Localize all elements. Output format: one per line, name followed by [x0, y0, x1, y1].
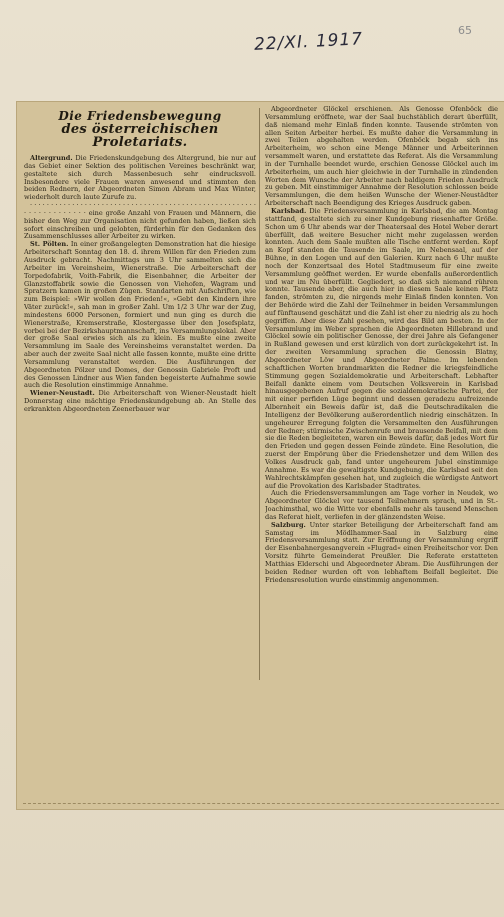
paragraph-text: Unter starker Beteiligung der Arbeiterschaft fand am Samstag im Mödlhammer-Saal in Salzburg eine Friedensversammlung statt. Zur Eröffnung der Versammlung ergriff der Eisenbahnergesangverein »Flugrad« einen Freiheitschor vor. Den Vorsitz führte Gemeinderat Preußler. Die Referate erstatteten Matthias Elderschi und Abgeordneter Abram. Die Ausführungen der beiden Redner wurden oft von lebhaftem Beifall begleitet. Die Friedensresolution wurde einstimmig angenommen.: [265, 520, 498, 584]
place-keyword: Altergrund.: [30, 154, 73, 162]
place-keyword: Karlsbad.: [271, 206, 307, 215]
article-paragraph: [24, 155, 256, 202]
paragraph-text: Abgeordneter Glöckel erschienen. Als Genosse Ofenböck die Versammlung eröffnete, war der Saal buchstäblich derart überfüllt, daß niemand mehr Einlaß finden konnte. Tausende strömten von allen Seiten Arbeiter herbei. Es mußte daher die Versammlung in zwei Teilen abgehalten werden. Ofenböck begab sich ins Arbeiterheim, wo schon eine Menge Männer und Arbeiterinnen versammelt waren, und erstattete das Referat. Als die Versammlung in der Turnhalle beendet wurde, erschien Genosse Glöckel auch im Arbeiterheim, um auch hier gleichwie in der Turnhalle in zündenden Worten dem Wunsche der Arbeiter nach baldigem Frieden Ausdruck zu geben. Mit einstimmiger Annahme der Resolution schlossen beide Versammlungen, die dem heißen Wunsche der Wiener-Neustädter Arbeiterschaft nach Beendigung des Krieges Ausdruck gaben.: [265, 106, 498, 208]
right-column-paragraphs: [265, 106, 498, 584]
article-paragraph: [265, 208, 498, 490]
column-divider: [259, 108, 260, 680]
paragraph-text: Auch die Friedensversammlungen am Tage vorher in Neudek, wo Abgeordneter Glöckel vor tausend Teilnehmern sprach, und in St.-Joachimsthal, wo die Witte vor ebenfalls mehr als tausend Menschen das Referat hielt, verliefen in der glänzendsten Weise.: [265, 489, 498, 521]
paragraph-text: Die Arbeiterschaft von Wiener-Neustadt hielt Donnerstag eine mächtige Friedenskundgebung ab. An Stelle des erkrankten Abgeordneten Zeenerbauer war: [24, 389, 256, 413]
page-number: 65: [458, 24, 472, 37]
paragraph-text: · · · · · · · · · · · · · · · · · · · · · · · · · · · · · · · · · · · · · · · · · · · · · · · · · · · · · · · · · · · · · · · · · · · eine große Anzahl von Frauen und Männern, die bisher den Weg zur Organisation nicht gefunden haben, ließen sich sofort einschreiben und gelobten, fürderhin für den Gedanken des Zusammenschlusses aller Arbeiter zu wirken.: [24, 201, 256, 241]
left-column: [24, 106, 256, 806]
paragraph-text: Die Friedensversammlung in Karlsbad, die am Montag stattfand, gestaltete sich zu einer Kundgebung riesenhafter Größe. Schon um 6 Uhr abends war der Theatersaal des Hotel Weber derart überfüllt, daß weitere Besucher nicht mehr zugelassen werden konnten. Auch dem Saale mußten alle Tische entfernt werden. Kopf an Kopf standen die Tausende im Saale, im Nebensaal, auf der Bühne, in den Logen und auf den Galerien. Kurz nach 6 Uhr mußte noch der Konzertsaal des Hotel Stadtmuseum für eine zweite Versammlung geöffnet werden. Er wurde ebenfalls außerordentlich und war im Nu überfüllt. Gegliedert, so daß sich niemand rühren konnte. Tausende aber, die auch hier in diesem Saale keinen Platz fanden, strömten zu, die nirgends mehr Einlaß finden konnten. Von der Behörde wird die Zahl der Teilnehmer in beiden Versammlungen auf fünftausend geschätzt und die Zahl ist eher zu niedrig als zu hoch gegriffen. Aber diese Zahl gesehen, wird das Bild am besten. In der Versammlung im Weber sprachen die Abgeordneten Hillebrand und Glöckel sowie ein politischer Genosse, der drei Jahre als Gefangener in Rußland gewesen und erst kürzlich von dort zurückgekehrt ist. In der zweiten Versammlung sprachen die Genossin Blatny, Abgeordneter Löw und Abgeordneter Palme. Im lebenden schaftlichen Worten brandmarkten die Redner die kriegsfeindliche Stimmung gegen Sozialdemokratie und Arbeiterschaft. Lebhafter Beifall dankte einem vom Deutschen Volksverein in Karlsbad hinausgegebenen Aufruf gegen die sozialdemokratische Partei, der mit einer perfiden Lüge beginnt und dessen geradezu aufreizende Albernheit ein Beweis dafür ist, daß die Deutschradikalen die Intelligenz der Bevölkerung außerordentlich niedrig einschätzen. In ungeheurer Erregung folgten die Versammelten den Ausführungen der Redner; stürmische Zwischenrufe und brausende Beifall, mit dem sie die Reden begleiteten, waren ein Beweis dafür, daß jedes Wort für den Frieden und gegen dessen Feinde zündete. Eine Resolution, die zuerst der Empörung über die Friedenshetzer und dem Willen des Volkes Ausdruck gab, fand unter ungeheurem Jubel einstimmige Annahme. Es war die gewaltigste Kundgebung, die Karlsbad seit den Wahlrechtskämpfen gesehen hat, und zugleich die würdigste Antwort auf die Provokation des Karlsbader Stadtrates.: [265, 206, 498, 490]
paragraph-text: Die Friedenskundgebung des Altergrund, bie nur auf das Gebiet einer Sektion des politischen Vereines beschränkt war, gestaltete sich durch Massenbesuch sehr eindrucksvoll. Insbesondere viele Frauen waren anwesend und stimmten den beiden Rednern, der Abgeordneten Simon Abram und Max Winter, wiederholt durch laute Zurufe zu.: [24, 154, 256, 202]
article-paragraph: [24, 202, 256, 241]
newspaper-clipping: [17, 102, 504, 809]
article-paragraph: [24, 390, 256, 414]
torn-edge: [23, 803, 499, 808]
headline-line-2: des österreichischen Proletariats.: [61, 122, 219, 150]
place-keyword: Salzburg.: [271, 520, 306, 529]
article-paragraph: [24, 241, 256, 390]
right-column: [265, 106, 498, 684]
article-paragraph: [265, 522, 498, 585]
article-paragraph: [265, 106, 498, 208]
paragraph-text: In einer großangelegten Demonstration hat die hiesige Arbeiterschaft Sonntag den 18. d. ihrem Willen für den Frieden zum Ausdruck gebracht. Nachmittags um 3 Uhr sammelten sich die Arbeiter im Vereinsheim, Wienerstraße. Die Arbeiterschaft der Torpedofabrik, Voith-Fabrik, die Eisenbahner, die Arbeiter der Glanzstoffabrik sowie die Genossen von Viehofen, Wagram und Spratzern kamen in großen Zügen. Standarten mit Aufschriften, wie zum Beispiel: »Wir wollen den Frieden!«, »Gebt den Kindern ihre Väter zurück!«, sah man in großer Zahl. Um 1/2 3 Uhr war der Zug, mindestens 6000 Personen, formiert und nun ging es durch die Wienerstraße, Kremserstraße, Klostergasse über den Josefsplatz, vorbei bei der Bezirkshauptmannschaft, ins Versammlungslokal. Aber der große Saal erwies sich als zu klein. Es mußte eine zweite Versammlung im Saale des Vereinsheims veranstaltet werden. Da aber auch der zweite Saal nicht alle fassen konnte, mußte eine dritte Versammlung veranstaltet werden. Die Ausführungen der Abgeordneten Pölzer und Domes, der Genossin Gabriele Proft und des Genossen Lindner aus Wien fanden begeisterte Aufnahme sowie auch die Resolution einstimmige Annahme.: [24, 240, 256, 390]
handwritten-date: 22/XI. 1917: [253, 29, 364, 55]
place-keyword: St. Pölten.: [30, 240, 69, 249]
place-keyword: Wiener-Neustadt.: [30, 389, 95, 398]
article-paragraph: [265, 490, 498, 521]
headline-line-1: Die Friedensbewegung: [58, 109, 222, 123]
left-column-paragraphs: [24, 155, 256, 414]
